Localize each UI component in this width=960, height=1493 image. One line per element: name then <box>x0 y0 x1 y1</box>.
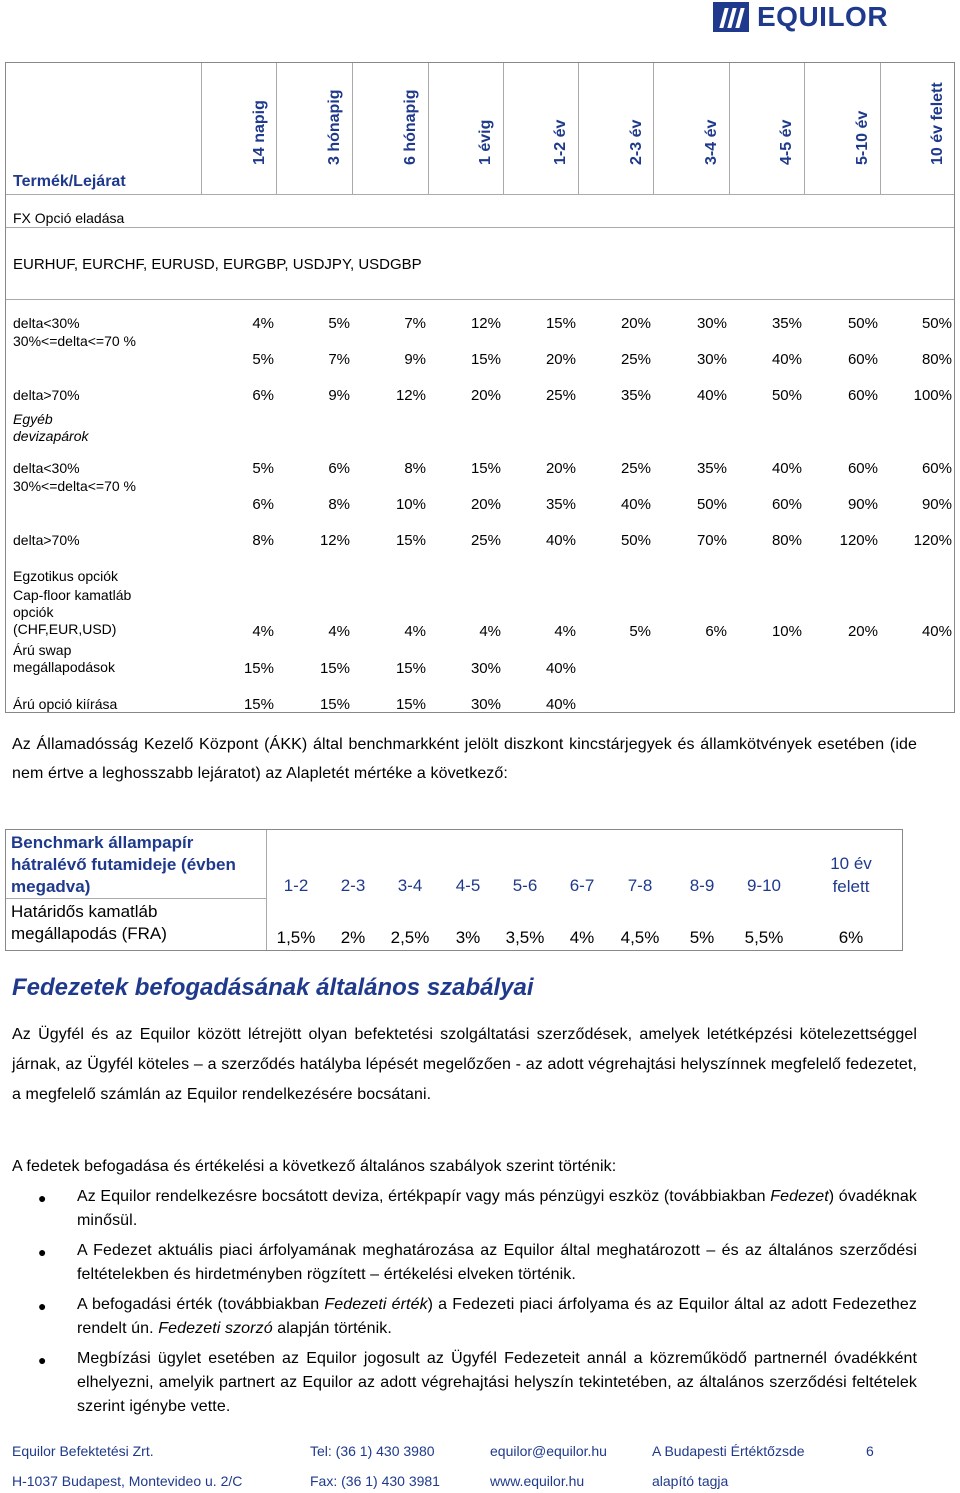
footer-bse: A Budapesti Értéktőzsde <box>652 1443 805 1459</box>
bullet-icon: ● <box>38 1298 47 1314</box>
row-label: delta<30% <box>13 460 80 476</box>
benchmark-paragraph: Az Államadósság Kezelő Központ (ÁKK) által benchmarkként jelölt diszkont kincstárjegyek és államkötvények esetében (ide nem értve a leghosszabb lejáratot) az Alapletét mértéke a következő: <box>12 736 917 782</box>
table-cell: 120% <box>913 532 952 549</box>
table-cell: 40% <box>696 387 727 404</box>
table-cell: 50% <box>847 315 878 332</box>
col-header: 1-2 év <box>552 119 569 165</box>
fra-value-cell: 4% <box>569 928 595 947</box>
table-cell: 5% <box>252 351 274 368</box>
footer-member: alapító tagja <box>652 1473 729 1489</box>
fra-value-cell: 5,5% <box>744 928 784 947</box>
table-cell: 70% <box>696 532 727 549</box>
rule-item: Megbízási ügylet esetében az Equilor jogosult az Ügyfél Fedezeteit annál a közreműködő partnernél óvadékként elhelyezni, amelyik partnert az Equilor az adott végrehajtási helyszín tekintetében, az általános szerződési feltételek szerint igénybe vette. <box>77 1350 917 1415</box>
table-cell: 12% <box>395 387 426 404</box>
row-label: Árú opció kiírása <box>13 696 118 712</box>
table-cell: 6% <box>328 460 350 477</box>
col-header: 10 év felett <box>929 82 946 165</box>
table-cell: 40% <box>545 660 576 677</box>
table-cell: 15% <box>395 660 426 677</box>
fra-value-cell: 6% <box>838 928 864 947</box>
bullet-icon: ● <box>38 1244 47 1260</box>
table-cell: 40% <box>620 496 651 513</box>
table-cell: 7% <box>328 351 350 368</box>
benchmark-head-cell: 10 év felett <box>830 854 872 896</box>
benchmark-head-cell: 4-5 <box>455 876 481 895</box>
table-cell: 5% <box>328 315 350 332</box>
fra-value-cell: 2% <box>340 928 366 947</box>
table-cell: 4% <box>479 623 501 640</box>
table-cell: 12% <box>470 315 501 332</box>
table-cell: 15% <box>470 351 501 368</box>
corner-header: Termék/Lejárat <box>13 173 126 190</box>
row-label: Cap-floor kamatláb opciók (CHF,EUR,USD) <box>13 587 132 637</box>
table-cell: 15% <box>319 660 350 677</box>
table-cell: 20% <box>847 623 878 640</box>
table-cell: 50% <box>921 315 952 332</box>
table-cell: 20% <box>470 496 501 513</box>
equilor-logo <box>713 0 888 34</box>
table-cell: 4% <box>328 623 350 640</box>
table-cell: 15% <box>319 696 350 713</box>
table-cell: 25% <box>545 387 576 404</box>
table-cell: 20% <box>545 351 576 368</box>
table-cell: 35% <box>771 315 802 332</box>
footer-email[interactable]: equilor@equilor.hu <box>490 1443 607 1459</box>
benchmark-head-cell: 2-3 <box>340 876 366 895</box>
fra-value-cell: 5% <box>689 928 715 947</box>
benchmark-table <box>5 829 903 951</box>
margin-table <box>5 62 955 713</box>
table-cell: 15% <box>243 660 274 677</box>
table-cell: 30% <box>470 660 501 677</box>
table-cell: 50% <box>771 387 802 404</box>
table-cell: 15% <box>395 696 426 713</box>
benchmark-head-cell: 7-8 <box>627 876 653 895</box>
benchmark-head-cell: 9-10 <box>746 876 782 895</box>
table-cell: 40% <box>771 460 802 477</box>
footer-address: H-1037 Budapest, Montevideo u. 2/C <box>12 1473 243 1489</box>
collateral-paragraph: Az Ügyfél és az Equilor között létrejött olyan befektetési szolgáltatási szerződések, amelyek letétképzési kötelezettséggel járnak, az Ügyfél köteles – a szerződés hatályba lépését megelőzően - az adott végrehajtási helyszínnek megfelelő fedezetet, a megfelelő számlán az Equilor rendelkezésére bocsátani. <box>12 1026 917 1103</box>
table-cell: 50% <box>620 532 651 549</box>
table-cell: 20% <box>620 315 651 332</box>
rule-item: A befogadási érték (továbbiakban Fedezeti érték) a Fedezeti piaci árfolyama és az Equilor által az adott Fedezethez rendelt ún. Fedezeti szorzó alapján történik. <box>77 1296 917 1337</box>
col-header: 6 hónapig <box>402 89 419 165</box>
fra-value-cell: 2,5% <box>390 928 430 947</box>
table-cell: 35% <box>620 387 651 404</box>
row-label: 30%<=delta<=70 % <box>13 333 136 349</box>
table-cell: 7% <box>404 315 426 332</box>
table-cell: 8% <box>328 496 350 513</box>
table-cell: 5% <box>252 460 274 477</box>
benchmark-head-cell: 8-9 <box>689 876 715 895</box>
table-cell: 20% <box>545 460 576 477</box>
col-header: 3-4 év <box>703 119 720 165</box>
fra-label: Határidős kamatláb megállapodás (FRA) <box>11 902 167 943</box>
table-cell: 60% <box>847 387 878 404</box>
table-cell: 30% <box>696 351 727 368</box>
rules-intro: A fedetek befogadása és értékelési a következő általános szabályok szerint történik: <box>12 1158 617 1175</box>
bullet-icon: ● <box>38 1352 47 1368</box>
row-label: delta>70% <box>13 532 80 548</box>
other-pairs: Egyéb devizapárok <box>13 411 89 444</box>
table-cell: 80% <box>921 351 952 368</box>
logo-text: EQUILOR <box>757 1 889 32</box>
row-label: Árú swap megállapodások <box>13 642 115 675</box>
table-cell: 6% <box>252 387 274 404</box>
table-cell: 10% <box>771 623 802 640</box>
benchmark-head-cell: 3-4 <box>397 876 423 895</box>
footer-company: Equilor Befektetési Zrt. <box>12 1443 154 1459</box>
table-cell: 4% <box>554 623 576 640</box>
table-cell: 60% <box>847 351 878 368</box>
table-cell: 15% <box>545 315 576 332</box>
footer-fax: Fax: (36 1) 430 3981 <box>310 1473 440 1489</box>
table-cell: 50% <box>696 496 727 513</box>
col-header: 1 évig <box>477 119 494 165</box>
table-cell: 90% <box>847 496 878 513</box>
table-cell: 9% <box>404 351 426 368</box>
table-cell: 30% <box>470 696 501 713</box>
table-cell: 5% <box>629 623 651 640</box>
bullet-icon: ● <box>38 1190 47 1206</box>
page-number: 6 <box>866 1443 874 1459</box>
section-fx: FX Opció eladása <box>13 210 125 226</box>
table-cell: 80% <box>771 532 802 549</box>
table-cell: 15% <box>470 460 501 477</box>
benchmark-head-cell: 6-7 <box>569 876 595 895</box>
table-cell: 40% <box>545 532 576 549</box>
row-label: 30%<=delta<=70 % <box>13 478 136 494</box>
table-cell: 30% <box>696 315 727 332</box>
col-header: 2-3 év <box>628 119 645 165</box>
benchmark-head-cell: 1-2 <box>283 876 309 895</box>
table-cell: 35% <box>696 460 727 477</box>
table-cell: 12% <box>319 532 350 549</box>
table-cell: 4% <box>252 623 274 640</box>
table-cell: 40% <box>771 351 802 368</box>
table-cell: 10% <box>395 496 426 513</box>
table-cell: 8% <box>252 532 274 549</box>
table-cell: 25% <box>620 460 651 477</box>
table-cell: 100% <box>913 387 952 404</box>
table-cell: 60% <box>921 460 952 477</box>
exotic-options: Egzotikus opciók <box>13 568 119 584</box>
table-cell: 120% <box>839 532 878 549</box>
footer-tel: Tel: (36 1) 430 3980 <box>310 1443 435 1459</box>
table-cell: 25% <box>470 532 501 549</box>
row-label: delta>70% <box>13 387 80 403</box>
table-cell: 25% <box>620 351 651 368</box>
table-cell: 4% <box>252 315 274 332</box>
fra-value-cell: 4,5% <box>620 928 660 947</box>
table-cell: 6% <box>705 623 727 640</box>
fra-value-cell: 3% <box>455 928 481 947</box>
table-cell: 8% <box>404 460 426 477</box>
footer-web[interactable]: www.equilor.hu <box>490 1473 585 1489</box>
row-label: delta<30% <box>13 315 80 331</box>
benchmark-head-cell: 5-6 <box>512 876 538 895</box>
benchmark-head-label: Benchmark állampapír hátralévő futamideje (évben megadva) <box>11 833 236 896</box>
table-cell: 90% <box>921 496 952 513</box>
rule-item: A Fedezet aktuális piaci árfolyamának meghatározása az Equilor által meghatározott – és az általános szerződési feltételekben és hirdetményben rögzített – értékelési elveken történik. <box>77 1242 917 1283</box>
table-cell: 9% <box>328 387 350 404</box>
table-cell: 40% <box>921 623 952 640</box>
table-cell: 40% <box>545 696 576 713</box>
col-header: 4-5 év <box>778 119 795 165</box>
fra-value-cell: 1,5% <box>276 928 316 947</box>
rule-item: Az Equilor rendelkezésre bocsátott deviza, értékpapír vagy más pénzügyi eszköz (továbbiakban Fedezet) óvadéknak minősül. <box>77 1188 918 1229</box>
col-header: 5-10 év <box>854 110 871 165</box>
table-cell: 4% <box>404 623 426 640</box>
col-header: 14 napig <box>251 100 268 165</box>
table-cell: 15% <box>395 532 426 549</box>
table-cell: 6% <box>252 496 274 513</box>
col-header: 3 hónapig <box>326 89 343 165</box>
section-heading: Fedezetek befogadásának általános szabályai <box>12 974 534 1001</box>
table-cell: 60% <box>847 460 878 477</box>
fx-pairs: EURHUF, EURCHF, EURUSD, EURGBP, USDJPY, USDGBP <box>13 256 422 273</box>
fra-value-cell: 3,5% <box>505 928 545 947</box>
table-cell: 60% <box>771 496 802 513</box>
table-cell: 15% <box>243 696 274 713</box>
logo-mark-icon <box>713 2 749 32</box>
table-cell: 20% <box>470 387 501 404</box>
table-cell: 35% <box>545 496 576 513</box>
